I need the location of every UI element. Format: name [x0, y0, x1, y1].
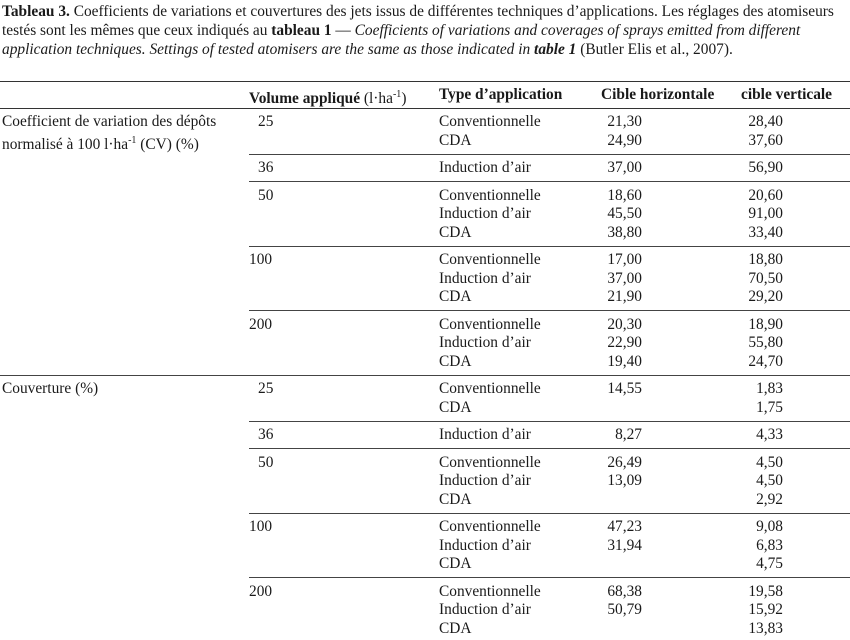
horizontal-value-cell: 68,38: [607, 582, 642, 600]
vertical-value-cell: 91,00: [748, 205, 783, 222]
application-type-cell: CDA: [439, 619, 472, 637]
volume-value: 36: [258, 426, 274, 443]
group-divider: [249, 448, 850, 449]
caption-citation: (Butler Elis et al., 2007).: [576, 41, 733, 58]
volume-value: 25: [258, 113, 274, 130]
table-caption: [2, 2, 846, 59]
horizontal-value-cell: 21,30: [607, 113, 642, 130]
horizontal-value-cell: 24,90: [607, 131, 642, 149]
application-type-cell: Induction d’air: [439, 426, 531, 443]
group-divider: [249, 154, 850, 155]
application-type-cell: Induction d’air: [439, 205, 531, 222]
application-type-cell: Conventionnelle: [439, 186, 541, 204]
section-label: Couverture (%): [2, 380, 99, 397]
group-divider: [249, 310, 850, 311]
application-type-cell: CDA: [439, 131, 472, 149]
header-application-type: Type d’application: [439, 86, 563, 103]
volume-value: 200: [249, 582, 273, 600]
caption-label: Tableau 3.: [2, 3, 70, 20]
vertical-value-cell: 56,90: [748, 159, 783, 176]
application-type-cell: CDA: [439, 398, 472, 416]
horizontal-value-cell: 8,27: [615, 426, 642, 443]
section-label: Coefficient de variation des dépôts: [2, 113, 217, 130]
volume-value: 100: [249, 251, 273, 268]
horizontal-value-cell: 18,60: [607, 186, 642, 204]
horizontal-value-cell: 37,00: [607, 159, 642, 176]
vertical-value-cell: 24,70: [748, 352, 783, 370]
horizontal-value-cell: 19,40: [607, 352, 642, 370]
volume-value: 25: [258, 380, 274, 397]
section-divider: [0, 375, 850, 376]
application-type-cell: Conventionnelle: [439, 113, 541, 130]
application-type-cell: CDA: [439, 223, 472, 241]
group-divider: [249, 513, 850, 514]
volume-value: 50: [258, 453, 274, 471]
horizontal-value-cell: 47,23: [607, 518, 642, 535]
vertical-value-cell: 6,83: [756, 536, 783, 554]
horizontal-value-cell: 21,90: [607, 288, 642, 305]
application-type-cell: Conventionnelle: [439, 315, 541, 333]
horizontal-value-cell: 13,09: [607, 472, 642, 489]
vertical-value-cell: 9,08: [756, 518, 783, 535]
application-type-cell: Conventionnelle: [439, 251, 541, 268]
vertical-value-cell: 33,40: [748, 223, 783, 241]
vertical-value-cell: 4,75: [756, 555, 783, 572]
horizontal-value-cell: 37,00: [607, 269, 642, 287]
application-type-cell: CDA: [439, 352, 472, 370]
group-divider: [249, 421, 850, 422]
volume-value: 100: [249, 518, 273, 535]
horizontal-value-cell: 31,94: [607, 536, 642, 554]
volume-value: 50: [258, 186, 274, 204]
application-type-cell: Conventionnelle: [439, 380, 541, 397]
caption-text-en: Coefficients of variations and coverages of sprays emitted from different application techniques. Settings of tested atomisers are the same as those indicated in: [2, 22, 801, 58]
vertical-value-cell: 4,33: [756, 426, 783, 443]
vertical-value-cell: 15,92: [748, 601, 783, 618]
vertical-value-cell: 18,90: [748, 315, 783, 333]
horizontal-value-cell: 17,00: [607, 251, 642, 268]
vertical-value-cell: 2,92: [756, 490, 783, 508]
vertical-value-cell: 28,40: [748, 113, 783, 130]
header-vertical-target: cible verticale: [741, 86, 833, 103]
vertical-value-cell: 1,75: [756, 398, 783, 416]
group-divider: [249, 246, 850, 247]
horizontal-value-cell: 14,55: [607, 380, 642, 397]
vertical-value-cell: 4,50: [756, 453, 783, 471]
volume-value: 200: [249, 315, 273, 333]
vertical-value-cell: 1,83: [756, 380, 783, 397]
header-horizontal-target: Cible horizontale: [601, 86, 715, 103]
header-volume: Volume appliqué $(l\cdot ha^{-1})$: [249, 89, 407, 108]
application-type-cell: Conventionnelle: [439, 582, 541, 600]
horizontal-value-cell: 22,90: [607, 334, 642, 351]
horizontal-value-cell: 45,50: [607, 205, 642, 222]
vertical-value-cell: 55,80: [748, 334, 783, 351]
table-top-rule: [0, 81, 850, 82]
application-type-cell: Induction d’air: [439, 334, 531, 351]
section-label-line2: normalisé à 100 $l\cdot ha^{-1}$ (CV) (%): [2, 134, 199, 153]
application-type-cell: Induction d’air: [439, 269, 531, 287]
vertical-value-cell: 20,60: [748, 186, 783, 204]
application-type-cell: Induction d’air: [439, 159, 531, 176]
header-bottom-rule: [0, 108, 850, 109]
group-divider: [249, 577, 850, 578]
application-type-cell: CDA: [439, 490, 472, 508]
application-type-cell: Induction d’air: [439, 472, 531, 489]
application-type-cell: Conventionnelle: [439, 518, 541, 535]
vertical-value-cell: 19,58: [748, 582, 783, 600]
application-type-cell: CDA: [439, 555, 472, 572]
application-type-cell: Induction d’air: [439, 536, 531, 554]
caption-text-fr: Coefficients de variations et couvertures des jets issus de différentes techniques d’applications. Les réglages des atomiseurs testés sont les mêmes que ceux indiqués au: [2, 3, 834, 39]
caption-dash: —: [331, 22, 355, 39]
horizontal-value-cell: 26,49: [607, 453, 642, 471]
application-type-cell: Induction d’air: [439, 601, 531, 618]
vertical-value-cell: 4,50: [756, 472, 783, 489]
group-divider: [249, 181, 850, 182]
vertical-value-cell: 18,80: [748, 251, 783, 268]
vertical-value-cell: 13,83: [748, 619, 783, 637]
vertical-value-cell: 29,20: [748, 288, 783, 305]
horizontal-value-cell: 20,30: [607, 315, 642, 333]
vertical-value-cell: 37,60: [748, 131, 783, 149]
volume-value: 36: [258, 159, 274, 176]
application-type-cell: CDA: [439, 288, 472, 305]
application-type-cell: Conventionnelle: [439, 453, 541, 471]
caption-ref-fr: tableau 1: [271, 22, 332, 39]
caption-ref-en: table 1: [534, 41, 577, 58]
horizontal-value-cell: 38,80: [607, 223, 642, 241]
vertical-value-cell: 70,50: [748, 269, 783, 287]
horizontal-value-cell: 50,79: [607, 601, 642, 618]
